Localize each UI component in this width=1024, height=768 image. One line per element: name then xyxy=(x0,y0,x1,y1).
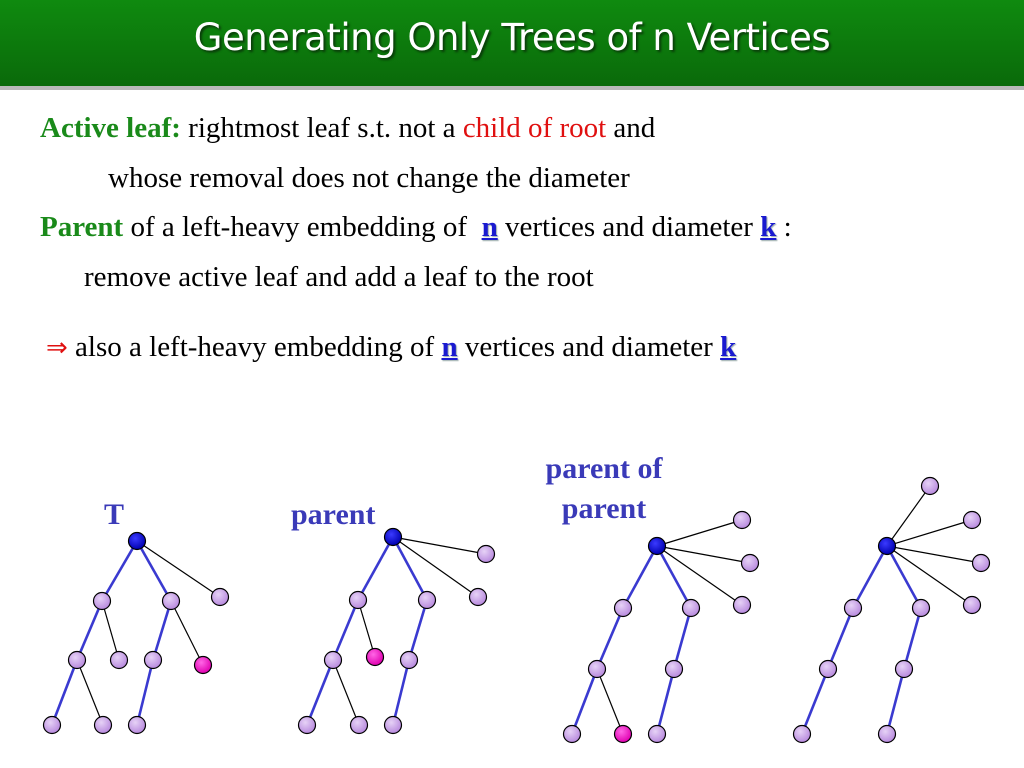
tree-fourth-node xyxy=(922,478,939,495)
tree-fourth-edge xyxy=(887,546,981,563)
tree-parent-of-parent-node xyxy=(589,661,606,678)
tree-parent-of-parent-edge xyxy=(572,669,597,734)
tree-parent-edge xyxy=(393,537,486,554)
tree-parent-edge xyxy=(307,660,333,725)
tree-t-node xyxy=(94,593,111,610)
tree-t-node xyxy=(95,717,112,734)
active-leaf-term: Active leaf: xyxy=(40,112,181,144)
tree-fourth-node xyxy=(879,726,896,743)
tree-fourth-node xyxy=(913,600,930,617)
tree-parent-of-parent-node xyxy=(615,600,632,617)
tree-parent-node xyxy=(325,652,342,669)
tree-fourth-edge xyxy=(802,669,828,734)
tree-parent-of-parent-node xyxy=(564,726,581,743)
tree-parent-edge xyxy=(333,660,359,725)
tree-parent-edge xyxy=(393,537,427,600)
tree-label-parent-of-parent-line-2: parent xyxy=(561,492,647,525)
tree-parent-node xyxy=(478,546,495,563)
tree-parent-node xyxy=(350,592,367,609)
tree-fourth-edge xyxy=(887,546,972,605)
active-leaf-line-2: whose removal does not change the diameter xyxy=(108,162,630,194)
k-variable: k xyxy=(760,211,777,243)
tree-t-node xyxy=(44,717,61,734)
tree-parent-node xyxy=(385,717,402,734)
tree-fourth-node xyxy=(964,512,981,529)
tree-parent-edge xyxy=(409,600,427,660)
tree-fourth-edge xyxy=(887,546,921,608)
tree-t-node xyxy=(212,589,229,606)
tree-label-t: T xyxy=(104,498,125,531)
parent-line-2: remove active leaf and add a leaf to the root xyxy=(84,261,594,293)
tree-fourth-root-node xyxy=(879,538,896,555)
tree-parent-of-parent-node xyxy=(666,661,683,678)
tree-fourth-node xyxy=(820,661,837,678)
tree-fourth-edge xyxy=(887,486,930,546)
tree-t-node xyxy=(163,593,180,610)
implication-text-2: vertices and diameter xyxy=(464,331,713,363)
tree-parent-of-parent-node xyxy=(734,512,751,529)
tree-parent-active-leaf-node xyxy=(367,649,384,666)
tree-parent-of-parent-node xyxy=(683,600,700,617)
tree-parent-of-parent-node xyxy=(742,555,759,572)
tree-parent-node xyxy=(401,652,418,669)
parent-text-2: vertices and diameter xyxy=(504,211,753,243)
tree-parent-of-parent-edge xyxy=(674,608,691,669)
tree-parent-node xyxy=(419,592,436,609)
tree-t-edge xyxy=(171,601,203,665)
tree-t-active-leaf-node xyxy=(195,657,212,674)
tree-parent-of-parent-edge xyxy=(657,669,674,734)
tree-t-root-node xyxy=(129,533,146,550)
parent-term: Parent xyxy=(40,211,124,243)
tree-parent-of-parent-edge xyxy=(657,546,750,563)
tree-fourth-edge xyxy=(887,520,972,546)
tree-parent-edge xyxy=(358,537,393,600)
n-variable: n xyxy=(481,211,498,243)
active-leaf-text-2: and xyxy=(613,112,656,144)
active-leaf-text-1: rightmost leaf s.t. not a xyxy=(188,112,456,144)
tree-parent-of-parent-root-node xyxy=(649,538,666,555)
tree-parent-of-parent-edge xyxy=(657,546,691,608)
parent-colon: : xyxy=(783,211,792,243)
tree-parent-of-parent-edge xyxy=(597,669,623,734)
tree-t-node xyxy=(111,652,128,669)
tree-label-parent: parent xyxy=(291,498,376,531)
tree-t-edge xyxy=(153,601,171,660)
tree-fourth-node xyxy=(794,726,811,743)
slide-title: Generating Only Trees of n Vertices xyxy=(193,16,831,59)
tree-fourth-node xyxy=(964,597,981,614)
tree-parent-of-parent-edge xyxy=(657,520,742,546)
tree-fourth-edge xyxy=(828,608,853,669)
tree-parent-of-parent-edge xyxy=(597,608,623,669)
n-variable: n xyxy=(441,331,458,363)
tree-t-edge xyxy=(52,660,77,725)
tree-t-node xyxy=(129,717,146,734)
tree-t-edge xyxy=(102,601,119,660)
tree-parent-of-parent-active-leaf-node xyxy=(615,726,632,743)
tree-t-edge xyxy=(77,660,103,725)
tree-t-edge xyxy=(137,660,153,725)
tree-parent-node xyxy=(470,589,487,606)
tree-parent-edge xyxy=(333,600,358,660)
tree-fourth-node xyxy=(896,661,913,678)
tree-parent-edge xyxy=(393,660,409,725)
implies-arrow-icon: ⇒ xyxy=(46,333,68,363)
tree-fourth-edge xyxy=(904,608,921,669)
tree-t-edge xyxy=(77,601,102,660)
child-of-root-text: child of root xyxy=(462,112,607,144)
k-variable: k xyxy=(720,331,737,363)
tree-parent-edge xyxy=(393,537,478,597)
tree-t-edge xyxy=(137,541,171,601)
tree-fourth-node xyxy=(973,555,990,572)
tree-label-parent-of-parent-line-1: parent of xyxy=(545,452,663,485)
tree-fourth-node xyxy=(845,600,862,617)
implication-text-1: also a left-heavy embedding of xyxy=(75,331,435,363)
tree-parent-node xyxy=(351,717,368,734)
tree-parent-of-parent-node xyxy=(734,597,751,614)
tree-fourth-edge xyxy=(853,546,887,608)
tree-t-node xyxy=(145,652,162,669)
tree-parent-root-node xyxy=(385,529,402,546)
tree-t-edge xyxy=(137,541,220,597)
tree-t-edge xyxy=(102,541,137,601)
tree-parent-of-parent-edge xyxy=(623,546,657,608)
tree-parent-of-parent-node xyxy=(649,726,666,743)
tree-parent-of-parent-edge xyxy=(657,546,742,605)
tree-parent-node xyxy=(299,717,316,734)
parent-text-1: of a left-heavy embedding of xyxy=(130,211,468,243)
tree-t-node xyxy=(69,652,86,669)
tree-fourth-edge xyxy=(887,669,904,734)
